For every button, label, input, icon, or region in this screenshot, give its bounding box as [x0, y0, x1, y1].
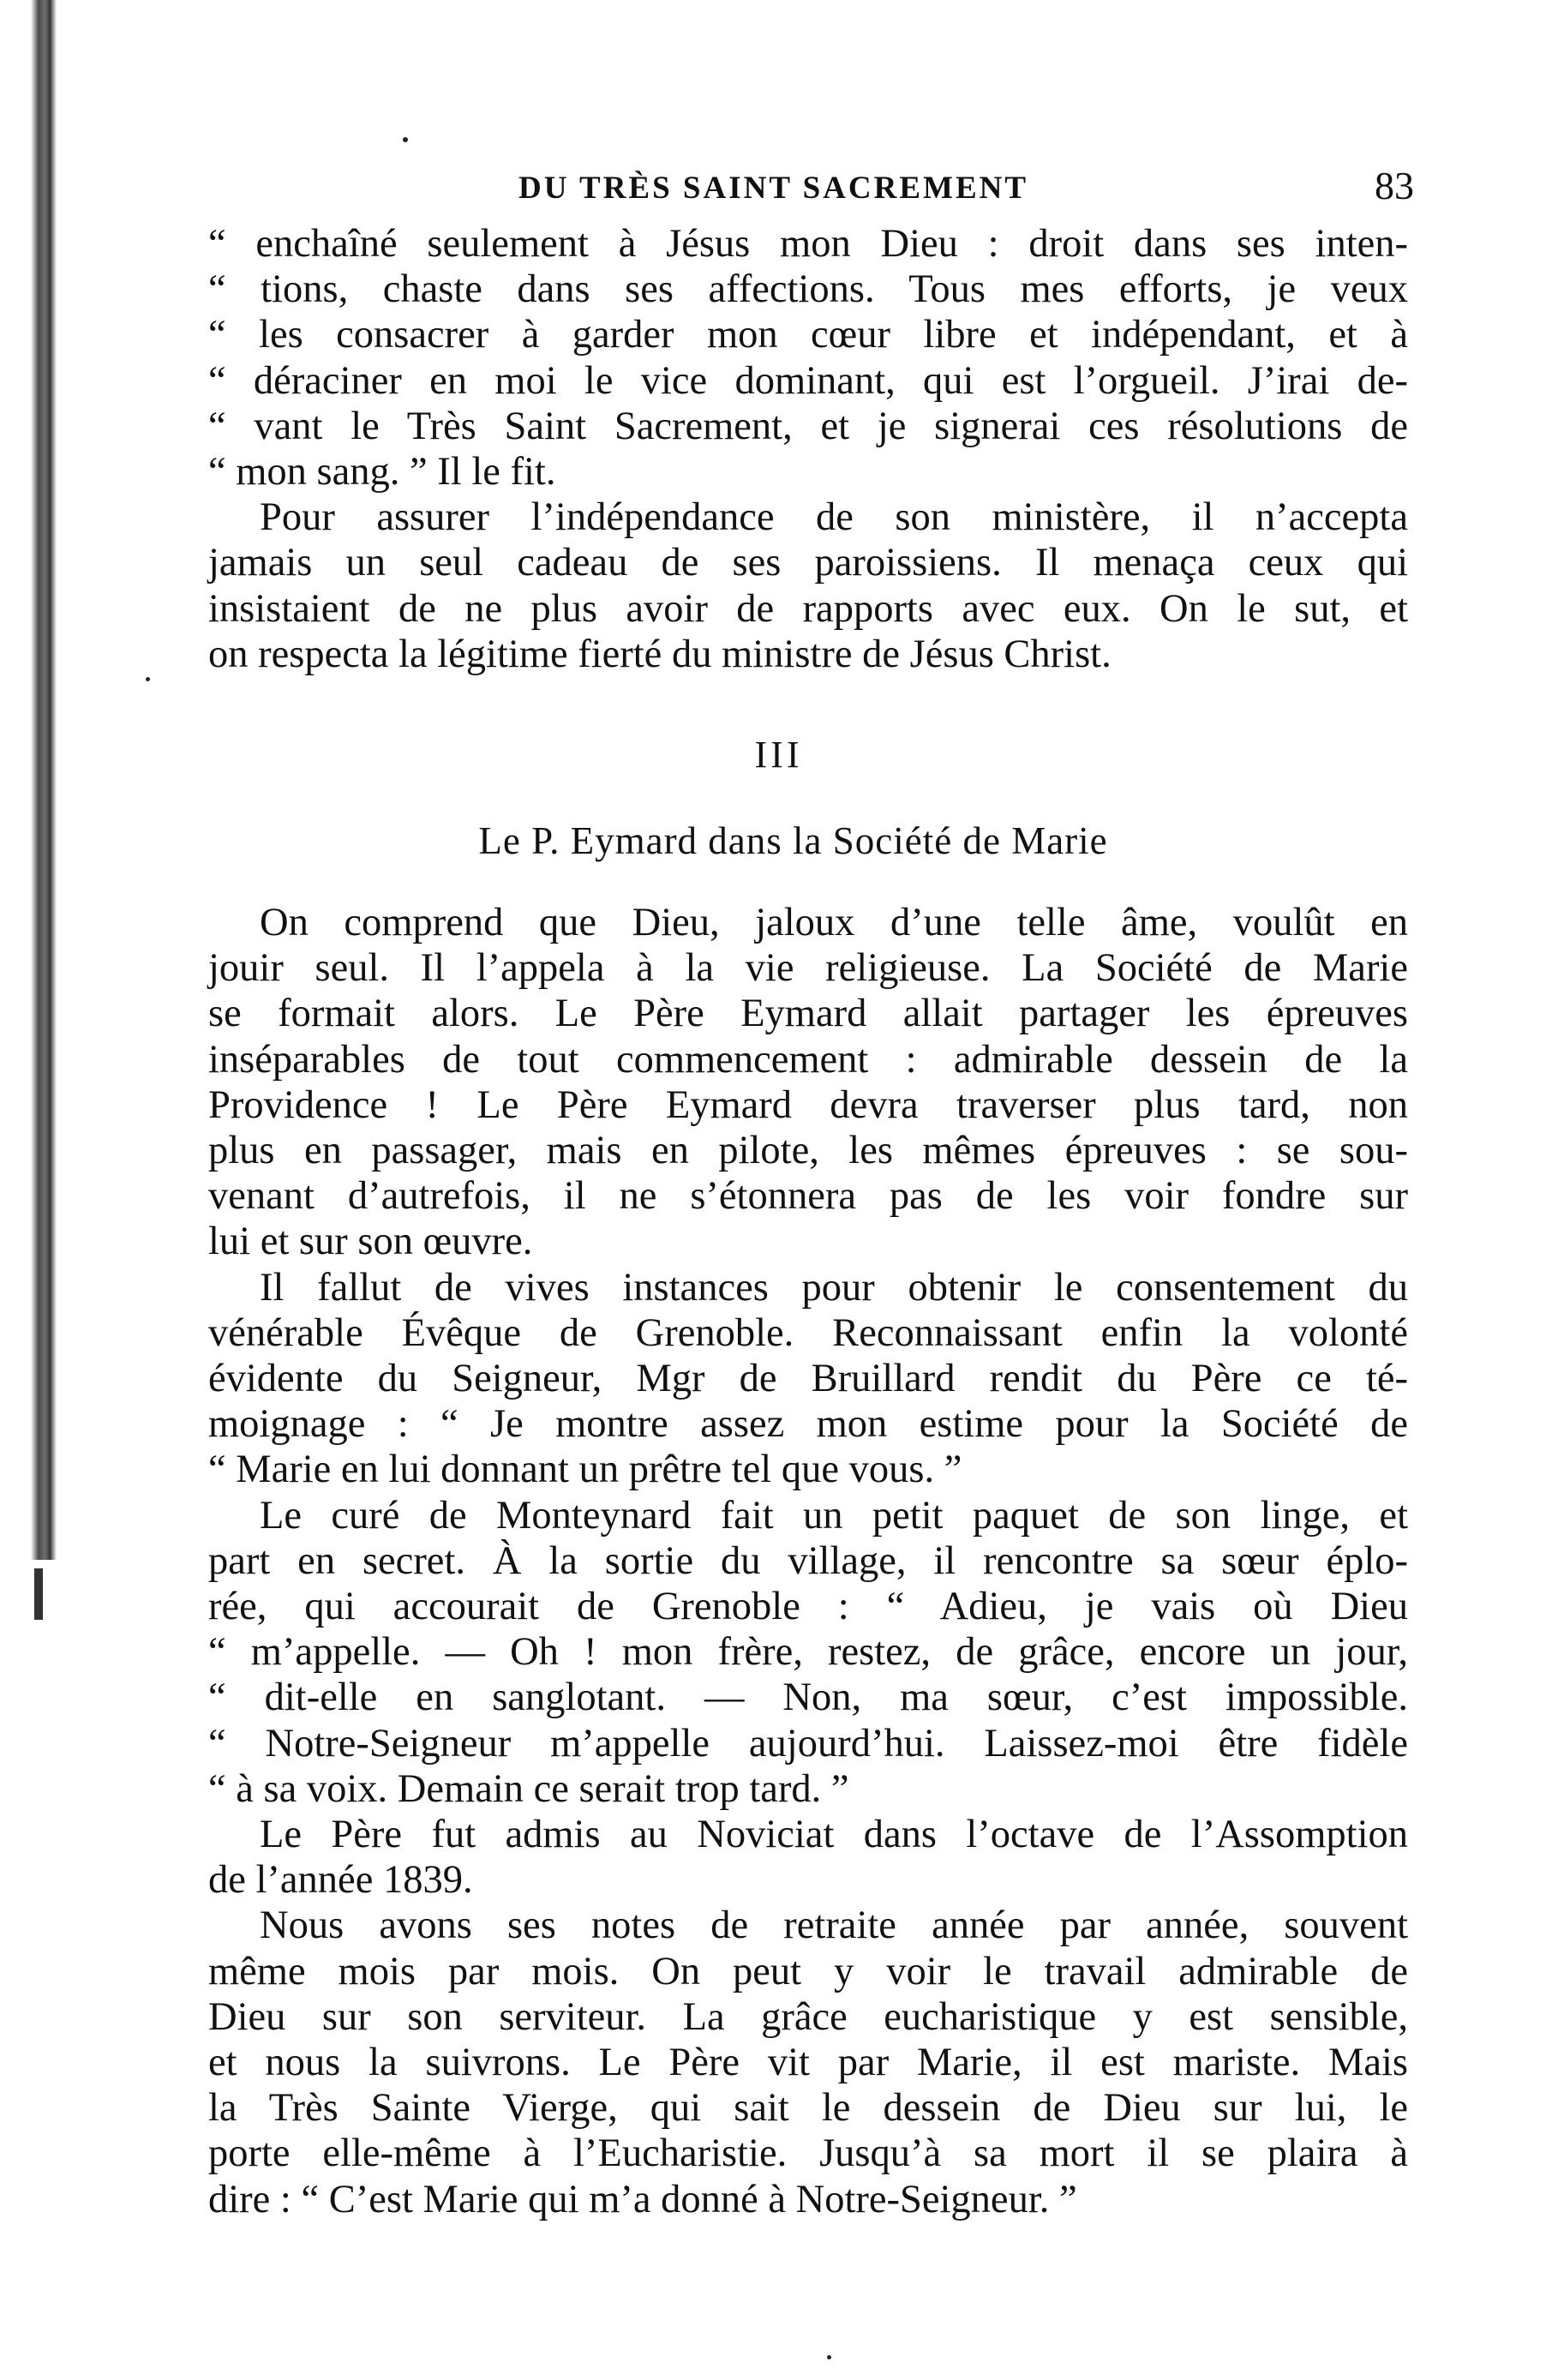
text-line: “ Notre-Seigneur m’appelle aujourd’hui. Laissez-moi être fidèle: [208, 1721, 1408, 1766]
text-line: insistaient de ne plus avoir de rapports avec eux. On le sut, et: [208, 586, 1408, 631]
text-line: évidente du Seigneur, Mgr de Bruillard rendit du Père ce té-: [208, 1357, 1408, 1401]
text-line: plus en passager, mais en pilote, les mêmes épreuves : se sou-: [208, 1129, 1408, 1173]
ink-speck: [146, 677, 150, 681]
ink-speck: [827, 2355, 831, 2359]
text-line: on respecta la légitime fierté du ministre de Jésus Christ.: [208, 632, 1112, 676]
text-line: se formait alors. Le Père Eymard allait partager les épreuves: [208, 992, 1408, 1036]
running-title: DU TRÈS SAINT SACREMENT: [518, 171, 1029, 206]
text-line: inséparables de tout commencement : admirable dessein de la: [208, 1037, 1408, 1082]
running-header: [206, 163, 1414, 223]
binding-edge-mark: [34, 1568, 43, 1620]
text-line: Le curé de Monteynard fait un petit paquet de son linge, et: [260, 1493, 1408, 1538]
section-title: Le P. Eymard dans la Société de Marie: [478, 819, 1108, 862]
text-line: “ dit-elle en sanglotant. — Non, ma sœur, c’est impossible.: [208, 1676, 1408, 1720]
text-line: jamais un seul cadeau de ses paroissiens. Il menaça ceux qui: [208, 541, 1408, 585]
text-line: part en secret. À la sortie du village, il rencontre sa sœur éplo-: [208, 1538, 1408, 1583]
text-line: rée, qui accourait de Grenoble : “ Adieu, je vais où Dieu: [208, 1585, 1408, 1629]
text-block-top: [208, 221, 1408, 677]
ink-speck: [403, 137, 408, 142]
text-line: “ enchaîné seulement à Jésus mon Dieu : droit dans ses inten-: [208, 222, 1408, 266]
text-line: “ les consacrer à garder mon cœur libre et indépendant, et à: [208, 313, 1408, 357]
text-line: Le Père fut admis au Noviciat dans l’octave de l’Assomption: [260, 1813, 1408, 1857]
text-line: lui et sur son œuvre.: [208, 1220, 533, 1264]
text-line: “ à sa voix. Demain ce serait trop tard. ”: [208, 1766, 849, 1811]
text-line: Pour assurer l’indépendance de son ministère, il n’accepta: [260, 495, 1408, 540]
text-line: “ m’appelle. — Oh ! mon frère, restez, de grâce, encore un jour,: [208, 1630, 1408, 1675]
binding-edge-shadow: [31, 0, 57, 1560]
text-line: Dieu sur son serviteur. La grâce eucharistique y est sensible,: [208, 1994, 1408, 2039]
text-line: et nous la suivrons. Le Père vit par Marie, il est mariste. Mais: [208, 2041, 1408, 2085]
text-line: “ mon sang. ” Il le fit.: [208, 450, 556, 495]
text-block-body: [208, 900, 1408, 2222]
text-line: “ tions, chaste dans ses affections. Tous mes efforts, je veux: [208, 267, 1408, 312]
text-line: “ vant le Très Saint Sacrement, et je signerai ces résolutions de: [208, 404, 1408, 448]
text-line: la Très Sainte Vierge, qui sait le dessein de Dieu sur lui, le: [208, 2086, 1408, 2131]
text-line: dire : “ C’est Marie qui m’a donné à Notre-Seigneur. ”: [208, 2177, 1077, 2221]
text-line: On comprend que Dieu, jaloux d’une telle âme, voulût en: [260, 901, 1408, 944]
text-line: vénérable Évêque de Grenoble. Reconnaissant enfin la volonté: [208, 1310, 1408, 1355]
section-number: III: [754, 734, 803, 776]
text-line: Providence ! Le Père Eymard devra traverser plus tard, non: [208, 1082, 1408, 1127]
text-line: “ déraciner en moi le vice dominant, qui est l’orgueil. J’irai de-: [208, 358, 1408, 403]
page-number: 83: [1375, 164, 1414, 207]
text-line: jouir seul. Il l’appela à la vie religieuse. La Société de Marie: [208, 946, 1408, 991]
text-line: moignage : “ Je montre assez mon estime pour la Société de: [208, 1402, 1408, 1447]
text-line: porte elle-même à l’Eucharistie. Jusqu’à sa mort il se plaira à: [208, 2131, 1408, 2176]
text-line: venant d’autrefois, il ne s’étonnera pas de les voir fondre sur: [208, 1174, 1408, 1219]
text-line: “ Marie en lui donnant un prêtre tel que vous. ”: [208, 1448, 962, 1492]
text-line: Nous avons ses notes de retraite année par année, souvent: [260, 1903, 1408, 1948]
text-line: de l’année 1839.: [208, 1858, 473, 1903]
text-line: même mois par mois. On peut y voir le travail admirable de: [208, 1949, 1408, 1993]
text-line: Il fallut de vives instances pour obtenir le consentement du: [260, 1265, 1408, 1310]
